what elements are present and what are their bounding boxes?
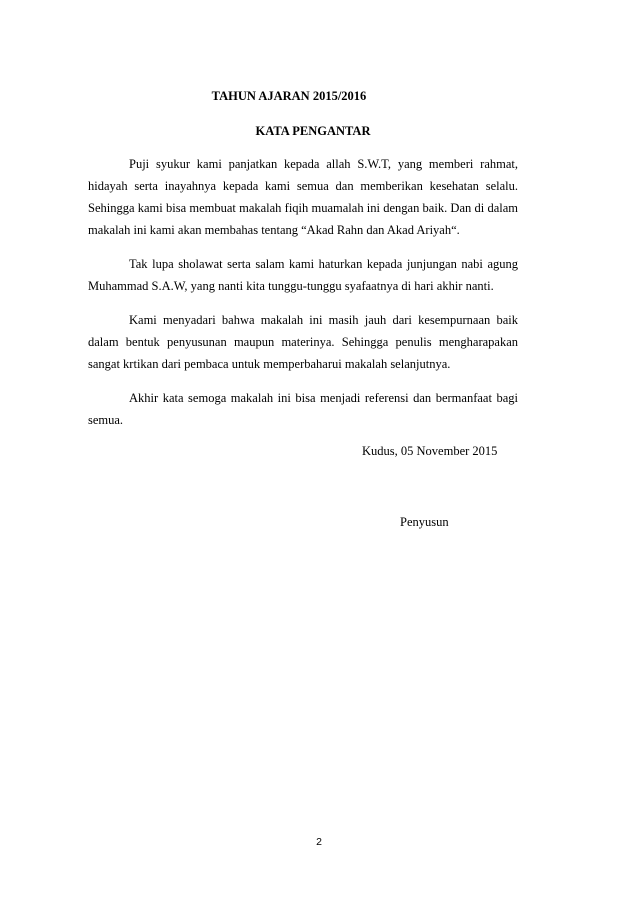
paragraph-sholawat: Tak lupa sholawat serta salam kami haturkan kepada junjungan nabi agung Muhammad S.A.W, yang nanti kita tunggu-tunggu syafaatnya di hari akhir nanti.	[88, 257, 518, 293]
place-date: Kudus, 05 November 2015	[362, 444, 498, 458]
document-body	[88, 88, 518, 443]
paragraph-closing: Akhir kata semoga makalah ini bisa menjadi referensi dan bermanfaat bagi semua.	[88, 391, 518, 427]
author-signoff: Penyusun	[400, 515, 449, 529]
page-title: KATA PENGANTAR	[255, 124, 371, 138]
paragraph-opening: Puji syukur kami panjatkan kepada allah S.W.T, yang memberi rahmat, hidayah serta inayahnya kepada kami semua dan memberikan kesehatan selalu. Sehingga kami bisa membuat makalah fiqih muamalah ini dengan baik. Dan di dalam makalah ini kami akan membahas tentang “Akad Rahn dan Akad Ariyah“.	[88, 157, 518, 237]
page-number: 2	[316, 836, 322, 848]
academic-year-heading: TAHUN AJARAN 2015/2016	[211, 89, 367, 103]
paragraph-acknowledgement: Kami menyadari bahwa makalah ini masih jauh dari kesempurnaan baik dalam bentuk penyusunan maupun materinya. Sehingga penulis mengharapakan sangat krtikan dari pembaca untuk memperbaharui makalah selanjutnya.	[88, 313, 518, 371]
